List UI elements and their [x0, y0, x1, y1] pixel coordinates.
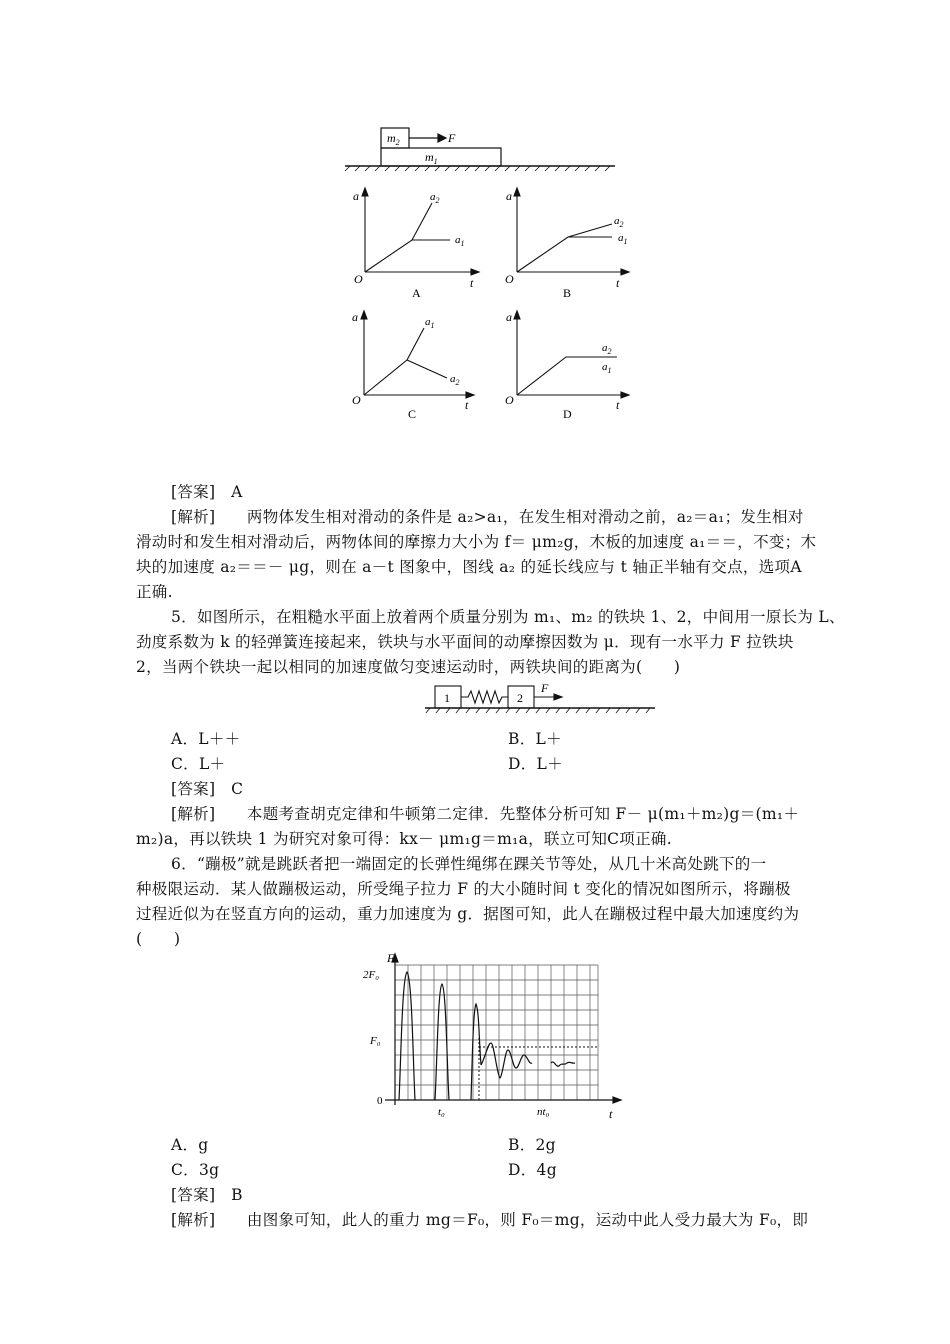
q5-analysis-line1: [解析] 本题考查胡克定律和牛顿第二定律．先整体分析可知 F－ μ(m₁＋m₂)g＝(m₁＋	[171, 805, 800, 823]
origin-label: O	[352, 393, 361, 407]
q5-answer: [答案] C	[171, 780, 244, 798]
axis-x-label: t	[465, 398, 469, 412]
graph-a	[353, 188, 479, 300]
tick-zero: 0	[377, 1095, 383, 1107]
a2-label: $a_2$	[614, 215, 624, 229]
a2-label: $a_2$	[450, 373, 460, 387]
graph-c	[352, 310, 474, 420]
a1-label: $a_1$	[618, 232, 628, 246]
q4-analysis-line1: [解析] 两物体发生相对滑动的条件是 a₂>a₁，在发生相对滑动之前，a₂＝a₁；发生相对	[171, 508, 804, 526]
q6-stem-line1: 6．“蹦极”就是跳跃者把一端固定的长弹性绳绑在踝关节等处，从几十米高处跳下的一	[171, 855, 767, 873]
a1-label: $a_1$	[425, 316, 435, 330]
q6-option-d: D．4g	[508, 1161, 557, 1179]
graph-label: B	[563, 286, 572, 300]
axis-x-label: t	[470, 276, 474, 290]
tick-2f0: 2F₀	[363, 969, 380, 981]
axis-x-label: t	[616, 398, 620, 412]
force-arrowhead	[438, 134, 446, 142]
graph-label: C	[408, 407, 417, 420]
axis-y-label: a	[353, 189, 359, 203]
line-a2	[364, 360, 447, 395]
tick-nt0: nt₀	[537, 1106, 550, 1118]
q6-option-c: C．3g	[171, 1161, 220, 1179]
line-a2	[412, 203, 432, 240]
graph-b	[505, 188, 629, 300]
q4-analysis-line2: 滑动时和发生相对滑动后，两物体间的摩擦力大小为 f＝ μm₂g，木板的加速度 a₁＝＝，不变；木	[136, 533, 817, 551]
a2-label: $a_2$	[602, 342, 612, 356]
q5-option-a: A．L＋＋	[171, 730, 241, 748]
grid	[395, 965, 598, 1100]
figure-spring-blocks	[420, 680, 660, 716]
q5-stem-line3: 2，当两个铁块一起以相同的加速度做匀变速运动时，两铁块间的距离为( )	[136, 658, 681, 676]
peak-1	[399, 972, 415, 1100]
q6-stem-line3: 过程近似为在竖直方向的运动，重力加速度为 g．据图可知，此人在蹦极过程中最大加速度约为	[136, 905, 800, 923]
line-a1	[365, 240, 450, 272]
label-force: F	[448, 131, 456, 145]
q6-stem-line2: 种极限运动．某人做蹦极运动，所受绳子拉力 F 的大小随时间 t 变化的情况如图所示，将蹦极	[136, 880, 791, 898]
figure-force-time-graph	[355, 950, 635, 1120]
origin-label: O	[354, 272, 363, 286]
force-label: F	[541, 681, 549, 695]
block-diagram	[345, 128, 615, 171]
axis-y-label: F	[387, 951, 395, 965]
q5-analysis-line2: m₂)a，再以铁块 1 为研究对象可得：kx－ μm₁g＝m₁a，联立可知C项正确.	[136, 830, 672, 848]
q4-answer: [答案] A	[171, 483, 243, 501]
block2-label: 2	[517, 691, 523, 705]
q5-option-c: C．L＋	[171, 755, 226, 773]
oscillation	[481, 1043, 532, 1078]
q6-analysis-line1: [解析] 由图象可知，此人的重力 mg＝F₀，则 F₀＝mg，运动中此人受力最大为 F₀，即	[171, 1211, 809, 1229]
a1-label: $a_1$	[455, 234, 465, 248]
origin-label: O	[505, 272, 514, 286]
block1-label: 1	[444, 691, 450, 705]
axis-y-label: a	[352, 310, 358, 324]
line-a2	[568, 224, 612, 237]
figure-blocks-and-graphs	[0, 0, 950, 420]
a2-label: $a_2$	[430, 191, 440, 205]
q6-stem-line4: ( )	[136, 930, 181, 948]
q4-analysis-line3: 块的加速度 a₂＝＝－ μg，则在 a－t 图象中，图线 a₂ 的延长线应与 t 轴正半轴有交点，选项A	[136, 558, 802, 576]
graph-d	[505, 310, 629, 420]
origin-label: O	[505, 393, 514, 407]
a1-label: $a_1$	[602, 361, 612, 375]
line-a1	[407, 328, 424, 360]
axis-y-label: a	[506, 189, 512, 203]
axis-x-label: t	[609, 1107, 613, 1120]
tick-f0: F₀	[370, 1035, 381, 1047]
label-m2: $m_2$	[387, 131, 400, 147]
graph-label: D	[563, 407, 572, 420]
tick-t0: t₀	[438, 1106, 445, 1118]
q5-option-b: B．L＋	[508, 730, 562, 748]
q5-option-d: D．L＋	[508, 755, 563, 773]
q5-stem-line2: 劲度系数为 k 的轻弹簧连接起来，铁块与水平面间的动摩擦因数为 μ．现有一水平力 F 拉铁块	[136, 633, 794, 651]
line-a1	[517, 237, 612, 272]
axis-y-label: a	[506, 310, 512, 324]
axis-x-label: t	[616, 276, 620, 290]
q6-option-b: B．2g	[508, 1136, 556, 1154]
q6-answer: [答案] B	[171, 1186, 243, 1204]
spring	[461, 691, 508, 703]
block-m1	[381, 148, 501, 166]
q6-option-a: A．g	[171, 1136, 209, 1154]
damped-tail	[551, 1062, 575, 1066]
label-m1: $m_1$	[425, 150, 438, 166]
q4-analysis-line4: 正确.	[136, 583, 173, 601]
graph-label: A	[412, 286, 421, 300]
q5-stem-line1: 5．如图所示，在粗糙水平面上放着两个质量分别为 m₁、m₂ 的铁块 1、2，中间用一原长为 L、	[171, 608, 845, 626]
